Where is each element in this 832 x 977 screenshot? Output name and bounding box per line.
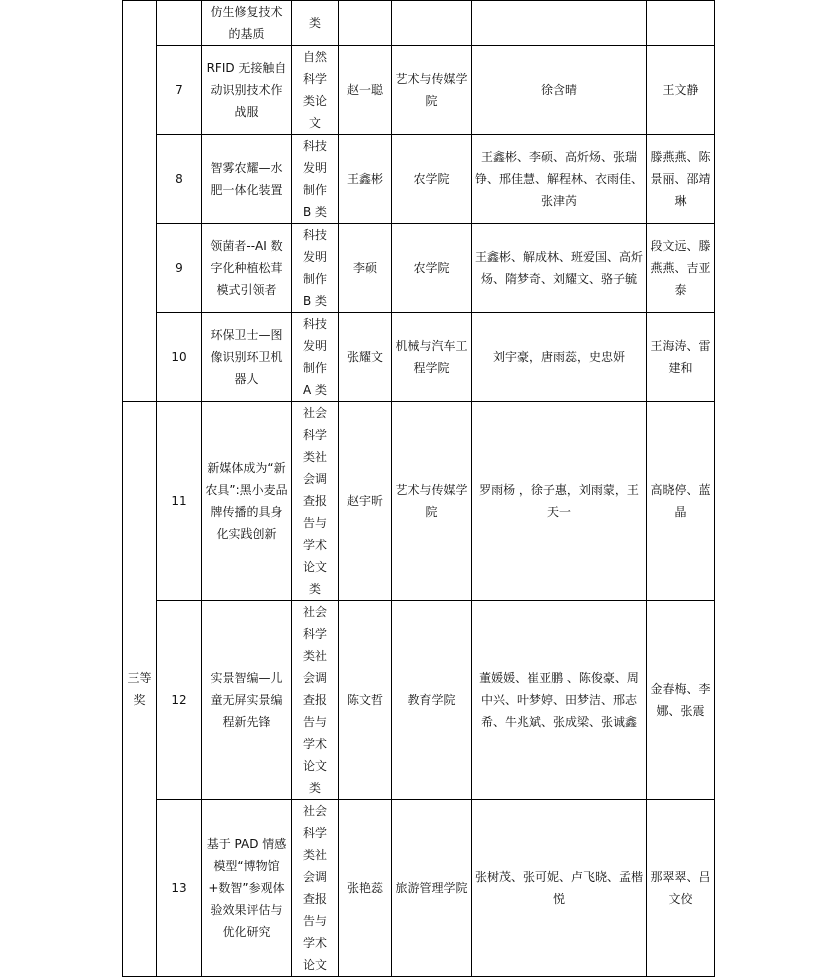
table-row [123,1,715,46]
table-row [123,135,715,224]
advisors-cell: 高晓停、蓝晶 [647,402,715,601]
award-table [122,0,715,977]
project-cell: 基于 PAD 情感模型“博物馆+数智”参观体验效果评估与优化研究 [202,800,292,977]
leader-cell: 张耀文 [339,313,392,402]
college-cell [392,1,472,46]
table-row [123,46,715,135]
leader-cell: 陈文哲 [339,601,392,800]
project-cell: RFID 无接触自动识别技术作战服 [202,46,292,135]
category-cell: 科技发明制作 B 类 [292,224,339,313]
members-cell: 董媛媛、崔亚鹏 、陈俊豪、周中兴、叶梦婷、田梦洁、邢志希、牛兆斌、张成梁、张诚鑫 [472,601,647,800]
number-cell: 7 [157,46,202,135]
category-cell: 社会科学类社会调查报告与学术论文类 [292,402,339,601]
table-row [123,601,715,800]
project-cell: 智雾农耀—水肥一体化装置 [202,135,292,224]
table-row [123,313,715,402]
leader-cell: 李硕 [339,224,392,313]
project-cell: 仿生修复技术的基质 [202,1,292,46]
table-row [123,800,715,977]
advisors-cell: 段文远、滕燕燕、吉亚泰 [647,224,715,313]
college-cell: 艺术与传媒学院 [392,46,472,135]
leader-cell [339,1,392,46]
advisors-cell: 滕燕燕、陈景丽、邵靖琳 [647,135,715,224]
category-cell: 社会科学类社会调查报告与学术论文 [292,800,339,977]
number-cell: 11 [157,402,202,601]
category-cell: 科技发明制作 B 类 [292,135,339,224]
prize-cell-previous [123,1,157,402]
members-cell: 罗雨杨 ，徐子惠，刘雨蒙，王天一 [472,402,647,601]
leader-cell: 张艳蕊 [339,800,392,977]
members-cell: 张树茂、张可妮、卢飞晓、孟楷悦 [472,800,647,977]
college-cell: 农学院 [392,224,472,313]
category-cell: 自然科学类论文 [292,46,339,135]
members-cell: 徐含晴 [472,46,647,135]
members-cell: 刘宇豪，唐雨蕊，史忠妍 [472,313,647,402]
table-row [123,224,715,313]
table-row [123,402,715,601]
members-cell [472,1,647,46]
college-cell: 旅游管理学院 [392,800,472,977]
leader-cell: 王鑫彬 [339,135,392,224]
category-cell: 社会科学类社会调查报告与学术论文类 [292,601,339,800]
advisors-cell: 金春梅、李娜、张震 [647,601,715,800]
college-cell: 教育学院 [392,601,472,800]
number-cell: 9 [157,224,202,313]
number-cell: 10 [157,313,202,402]
college-cell: 农学院 [392,135,472,224]
project-cell: 环保卫士—图像识别环卫机器人 [202,313,292,402]
number-cell: 12 [157,601,202,800]
project-cell: 新媒体成为“新农具”:黑小麦品牌传播的具身化实践创新 [202,402,292,601]
number-cell [157,1,202,46]
category-cell: 科技发明制作 A 类 [292,313,339,402]
advisors-cell: 王海涛、雷建和 [647,313,715,402]
advisors-cell [647,1,715,46]
advisors-cell: 王文静 [647,46,715,135]
leader-cell: 赵一聪 [339,46,392,135]
number-cell: 8 [157,135,202,224]
leader-cell: 赵宇昕 [339,402,392,601]
college-cell: 艺术与传媒学院 [392,402,472,601]
number-cell: 13 [157,800,202,977]
prize-level-cell: 三等奖 [123,402,157,977]
college-cell: 机械与汽车工程学院 [392,313,472,402]
advisors-cell: 那翠翠、吕文佼 [647,800,715,977]
project-cell: 领菌者--AI 数字化种植松茸模式引领者 [202,224,292,313]
project-cell: 实景智编—儿童无屏实景编程新先锋 [202,601,292,800]
category-cell: 类 [292,1,339,46]
members-cell: 王鑫彬、解成林、班爱国、高炘炀、隋梦奇、刘耀文、骆子毓 [472,224,647,313]
members-cell: 王鑫彬、李硕、高炘炀、张瑞铮、邢佳慧、解程林、衣雨佳、张津芮 [472,135,647,224]
